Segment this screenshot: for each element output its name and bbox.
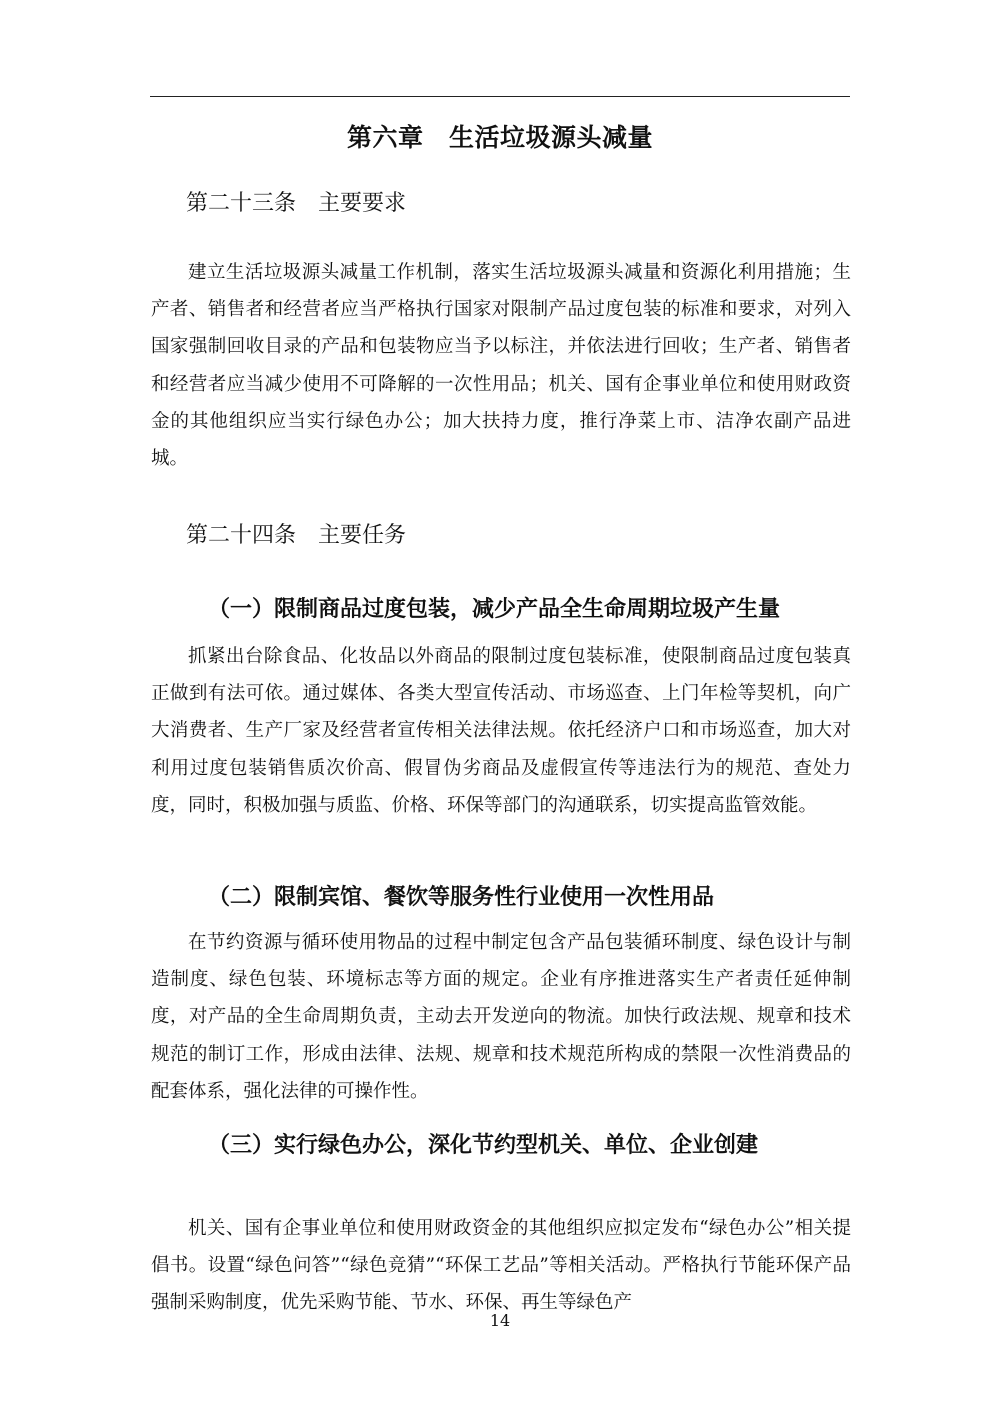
article-24-title: 第二十四条 主要任务	[186, 523, 407, 548]
chapter-title: 第六章 生活垃圾源头减量	[346, 123, 653, 152]
section-1-paragraph: 抓紧出台除食品、化妆品以外商品的限制过度包装标准，使限制商品过度包装真正做到有法可依。通过媒体、各类大型宣传活动、市场巡查、上门年检等契机，向广大消费者、生产厂家及经营者宣传相关法律法规。依托经济户口和市场巡查，加大对利用过度包装销售质次价高、假冒伪劣商品及虚假宣传等违法行为的规范、查处力度，同时，积极加强与质监、价格、环保等部门的沟通联系，切实提高监管效能。	[151, 646, 851, 816]
section-2-paragraph: 在节约资源与循环使用物品的过程中制定包含产品包装循环制度、绿色设计与制造制度、绿色包装、环境标志等方面的规定。企业有序推进落实生产者责任延伸制度，对产品的全生命周期负责，主动去开发逆向的物流。加快行政法规、规章和技术规范的制订工作，形成由法律、法规、规章和技术规范所构成的禁限一次性消费品的配套体系，强化法律的可操作性。	[151, 932, 851, 1102]
section-3-heading: （三）实行绿色办公，深化节约型机关、单位、企业创建	[208, 1132, 759, 1158]
article-23-paragraph: 建立生活垃圾源头减量工作机制，落实生活垃圾源头减量和资源化利用措施；生产者、销售者和经营者应当严格执行国家对限制产品过度包装的标准和要求，对列入国家强制回收目录的产品和包装物应当予以标注，并依法进行回收；生产者、销售者和经营者应当减少使用不可降解的一次性用品；机关、国有企事业单位和使用财政资金的其他组织应当实行绿色办公；加大扶持力度，推行净菜上市、洁净农副产品进城。	[151, 262, 851, 470]
page-number: 14	[489, 1311, 511, 1330]
section-2-heading: （二）限制宾馆、餐饮等服务性行业使用一次性用品	[208, 884, 715, 910]
section-3-paragraph: 机关、国有企事业单位和使用财政资金的其他组织应拟定发布“绿色办公”相关提倡书。设置“绿色问答”“绿色竞猜”“环保工艺品”等相关活动。严格执行节能环保产品强制采购制度，优先采购节能、节水、环保、再生等绿色产	[151, 1218, 851, 1314]
article-23-title: 第二十三条 主要要求	[186, 191, 407, 216]
header-rule	[150, 96, 850, 97]
section-1-heading: （一）限制商品过度包装，减少产品全生命周期垃圾产生量	[208, 596, 781, 622]
